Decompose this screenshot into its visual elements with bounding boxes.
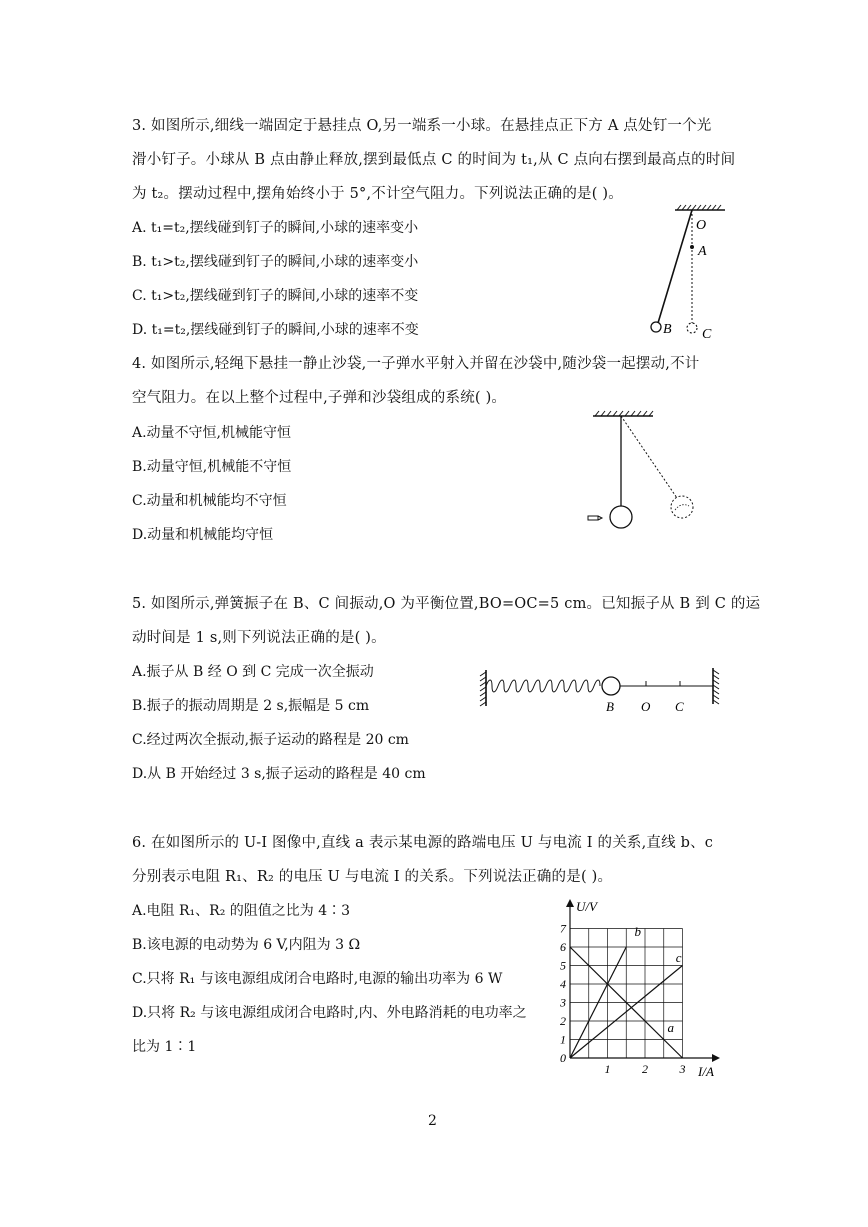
q4-sandbag-figure	[585, 410, 705, 535]
x-tick-label: 1	[604, 1062, 611, 1076]
q5-option-b: B.振子的振动周期是 2 s,振幅是 5 cm	[132, 698, 370, 714]
x-axis-arrow	[712, 1054, 720, 1062]
q6-option-d: D.只将 R₂ 与该电源组成闭合电路时,内、外电路消耗的电功率之	[132, 1005, 527, 1021]
q5-option-c: C.经过两次全振动,振子运动的路程是 20 cm	[132, 732, 409, 748]
q4-option-d: D.动量和机械能均守恒	[132, 527, 274, 543]
x-tick-label: 3	[679, 1062, 686, 1076]
series-label-b: b	[634, 923, 641, 939]
y-tick-label: 7	[560, 921, 566, 936]
y-axis-arrow	[566, 899, 574, 907]
series-label-c: c	[675, 949, 682, 965]
q3-stem-line-3: 为 t₂。摆动过程中,摆角始终小于 5°,不计空气阻力。下列说法正确的是( )。	[132, 186, 623, 202]
q3-label-c: C	[702, 327, 712, 342]
q6-stem-line-1: 6. 在如图所示的 U-I 图像中,直线 a 表示某电源的路端电压 U 与电流 I 的关系,直线 b、c	[132, 835, 714, 851]
y-tick-label: 0	[560, 1051, 566, 1065]
q4-stem-line-1: 4. 如图所示,轻绳下悬挂一静止沙袋,一子弹水平射入并留在沙袋中,随沙袋一起摆动,不计	[132, 356, 700, 372]
q5-label-b: B	[606, 699, 614, 714]
q3-option-b: B. t₁>t₂,摆线碰到钉子的瞬间,小球的速率变小	[132, 254, 419, 270]
x-axis-label: I/A	[698, 1064, 714, 1079]
y-tick-label: 4	[560, 977, 566, 991]
y-tick-label: 6	[560, 940, 566, 954]
q4-option-b: B.动量守恒,机械能不守恒	[132, 459, 292, 475]
q5-spring-oscillator-figure	[475, 660, 730, 715]
q3-label-a: A	[698, 244, 707, 259]
q6-option-c: C.只将 R₁ 与该电源组成闭合电路时,电源的输出功率为 6 W	[132, 971, 503, 987]
q5-label-c: C	[675, 699, 684, 714]
q6-stem-line-2: 分别表示电阻 R₁、R₂ 的电压 U 与电流 I 的关系。下列说法正确的是( )。	[132, 869, 613, 885]
q3-label-o: O	[696, 218, 707, 233]
q5-option-a: A.振子从 B 经 O 到 C 完成一次全振动	[132, 664, 374, 680]
y-axis-label: U/V	[576, 899, 597, 914]
q3-label-b: B	[663, 322, 672, 337]
q4-option-c: C.动量和机械能均不守恒	[132, 493, 287, 509]
y-tick-label: 1	[560, 1032, 566, 1047]
q5-stem-line-2: 动时间是 1 s,则下列说法正确的是( )。	[132, 630, 386, 646]
q6-option-d-continued: 比为 1∶1	[132, 1039, 197, 1055]
q5-stem-line-1: 5. 如图所示,弹簧振子在 B、C 间振动,O 为平衡位置,BO=OC=5 cm。已知振子从 B 到 C 的运	[132, 596, 761, 612]
y-tick-label: 3	[560, 995, 566, 1010]
q5-label-o: O	[641, 699, 651, 714]
y-tick-label: 5	[560, 958, 566, 973]
page-number: 2	[428, 1113, 437, 1129]
x-tick-label: 2	[642, 1062, 648, 1076]
y-tick-label: 2	[560, 1014, 566, 1028]
q3-stem-line-1: 3. 如图所示,细线一端固定于悬挂点 O,另一端系一小球。在悬挂点正下方 A 点处钉一个光	[132, 118, 712, 134]
q3-option-a: A. t₁=t₂,摆线碰到钉子的瞬间,小球的速率变小	[132, 220, 419, 236]
q3-option-d: D. t₁=t₂,摆线碰到钉子的瞬间,小球的速率不变	[132, 322, 419, 338]
q5-option-d: D.从 B 开始经过 3 s,振子运动的路程是 40 cm	[132, 766, 426, 782]
q4-stem-line-2: 空气阻力。在以上整个过程中,子弹和沙袋组成的系统( )。	[132, 390, 507, 406]
q6-option-a: A.电阻 R₁、R₂ 的阻值之比为 4∶3	[132, 903, 351, 919]
q3-option-c: C. t₁>t₂,摆线碰到钉子的瞬间,小球的速率不变	[132, 288, 419, 304]
q6-u-i-graph	[548, 895, 728, 1080]
q6-option-b: B.该电源的电动势为 6 V,内阻为 3 Ω	[132, 937, 361, 953]
q4-option-a: A.动量不守恒,机械能守恒	[132, 425, 292, 441]
q3-pendulum-figure	[640, 205, 730, 345]
q3-stem-line-2: 滑小钉子。小球从 B 点由静止释放,摆到最低点 C 的时间为 t₁,从 C 点向右摆到最高点的时间	[132, 152, 736, 168]
series-label-a: a	[667, 1020, 674, 1036]
